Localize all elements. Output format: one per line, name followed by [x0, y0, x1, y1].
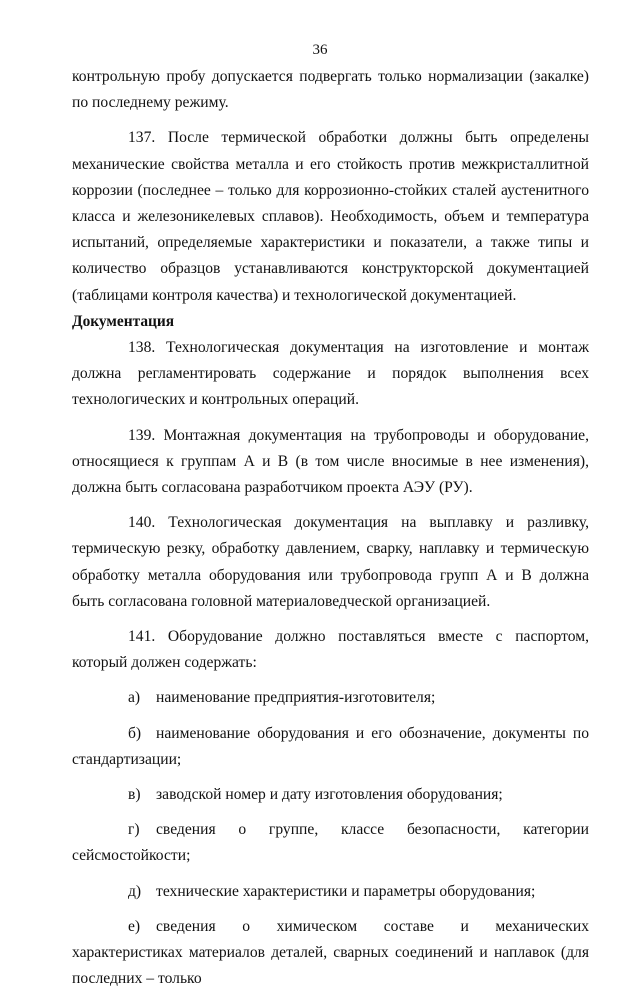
- paragraph-137: 137. После термической обработки должны быть определены механические свойства металла и его стойкость против межкристаллитной коррозии (последнее – только для коррозионно-стойких сталей аустенитного класса и железоникелевых сплавов). Необходимость, объем и температура испытаний, определяемые характеристики и показатели, а также типы и количество образцов устанавливаются конструкторской документацией (таблицами контроля качества) и технологической документацией.: [72, 129, 589, 304]
- list-marker: г): [128, 821, 140, 839]
- list-item-text: технические характеристики и параметры оборудования;: [156, 882, 536, 900]
- list-item: [72, 721, 589, 773]
- list-item: [72, 879, 589, 905]
- list-marker: е): [128, 917, 141, 935]
- list-item: [72, 817, 589, 869]
- list-item-text: заводской номер и дату изготовления оборудования;: [156, 786, 503, 804]
- list-item: [72, 914, 589, 993]
- list-item-text: сведения о химическом составе и механических характеристиках материалов деталей, сварных соединений и наплавок (для последних – только: [72, 917, 589, 988]
- list-marker: а): [128, 689, 141, 707]
- list-marker: в): [128, 786, 141, 804]
- document-body: [72, 64, 589, 993]
- list-item-text: сведения о группе, классе безопасности, категории сейсмостойкости;: [72, 821, 589, 865]
- paragraph-141: 141. Оборудование должно поставляться вместе с паспортом, который должен содержать:: [72, 628, 589, 672]
- paragraph-138: 138. Технологическая документация на изготовление и монтаж должна регламентировать содержание и порядок выполнения всех технологических и контрольных операций.: [72, 339, 589, 409]
- list-marker: б): [128, 724, 142, 742]
- paragraph-continuation: контрольную пробу допускается подвергать только нормализации (закалке) по последнему режиму.: [72, 68, 589, 112]
- page-number: 36: [312, 42, 328, 58]
- paragraph-140: 140. Технологическая документация на выплавку и разливку, термическую резку, обработку давлением, сварку, наплавку и термическую обработку металла оборудования или трубопровода групп А и В должна быть согласована головной материаловедческой организацией.: [72, 514, 589, 610]
- list-item: [72, 782, 589, 808]
- section-heading: Документация: [72, 312, 175, 330]
- list-item-text: наименование оборудования и его обозначение, документы по стандартизации;: [72, 724, 589, 768]
- paragraph-139: 139. Монтажная документация на трубопроводы и оборудование, относящиеся к группам А и В (в том числе вносимые в нее изменения), должна быть согласована разработчиком проекта АЭУ (РУ).: [72, 426, 589, 497]
- list-item-text: наименование предприятия-изготовителя;: [156, 689, 436, 707]
- list-marker: д): [128, 882, 142, 900]
- list-item: [72, 685, 589, 711]
